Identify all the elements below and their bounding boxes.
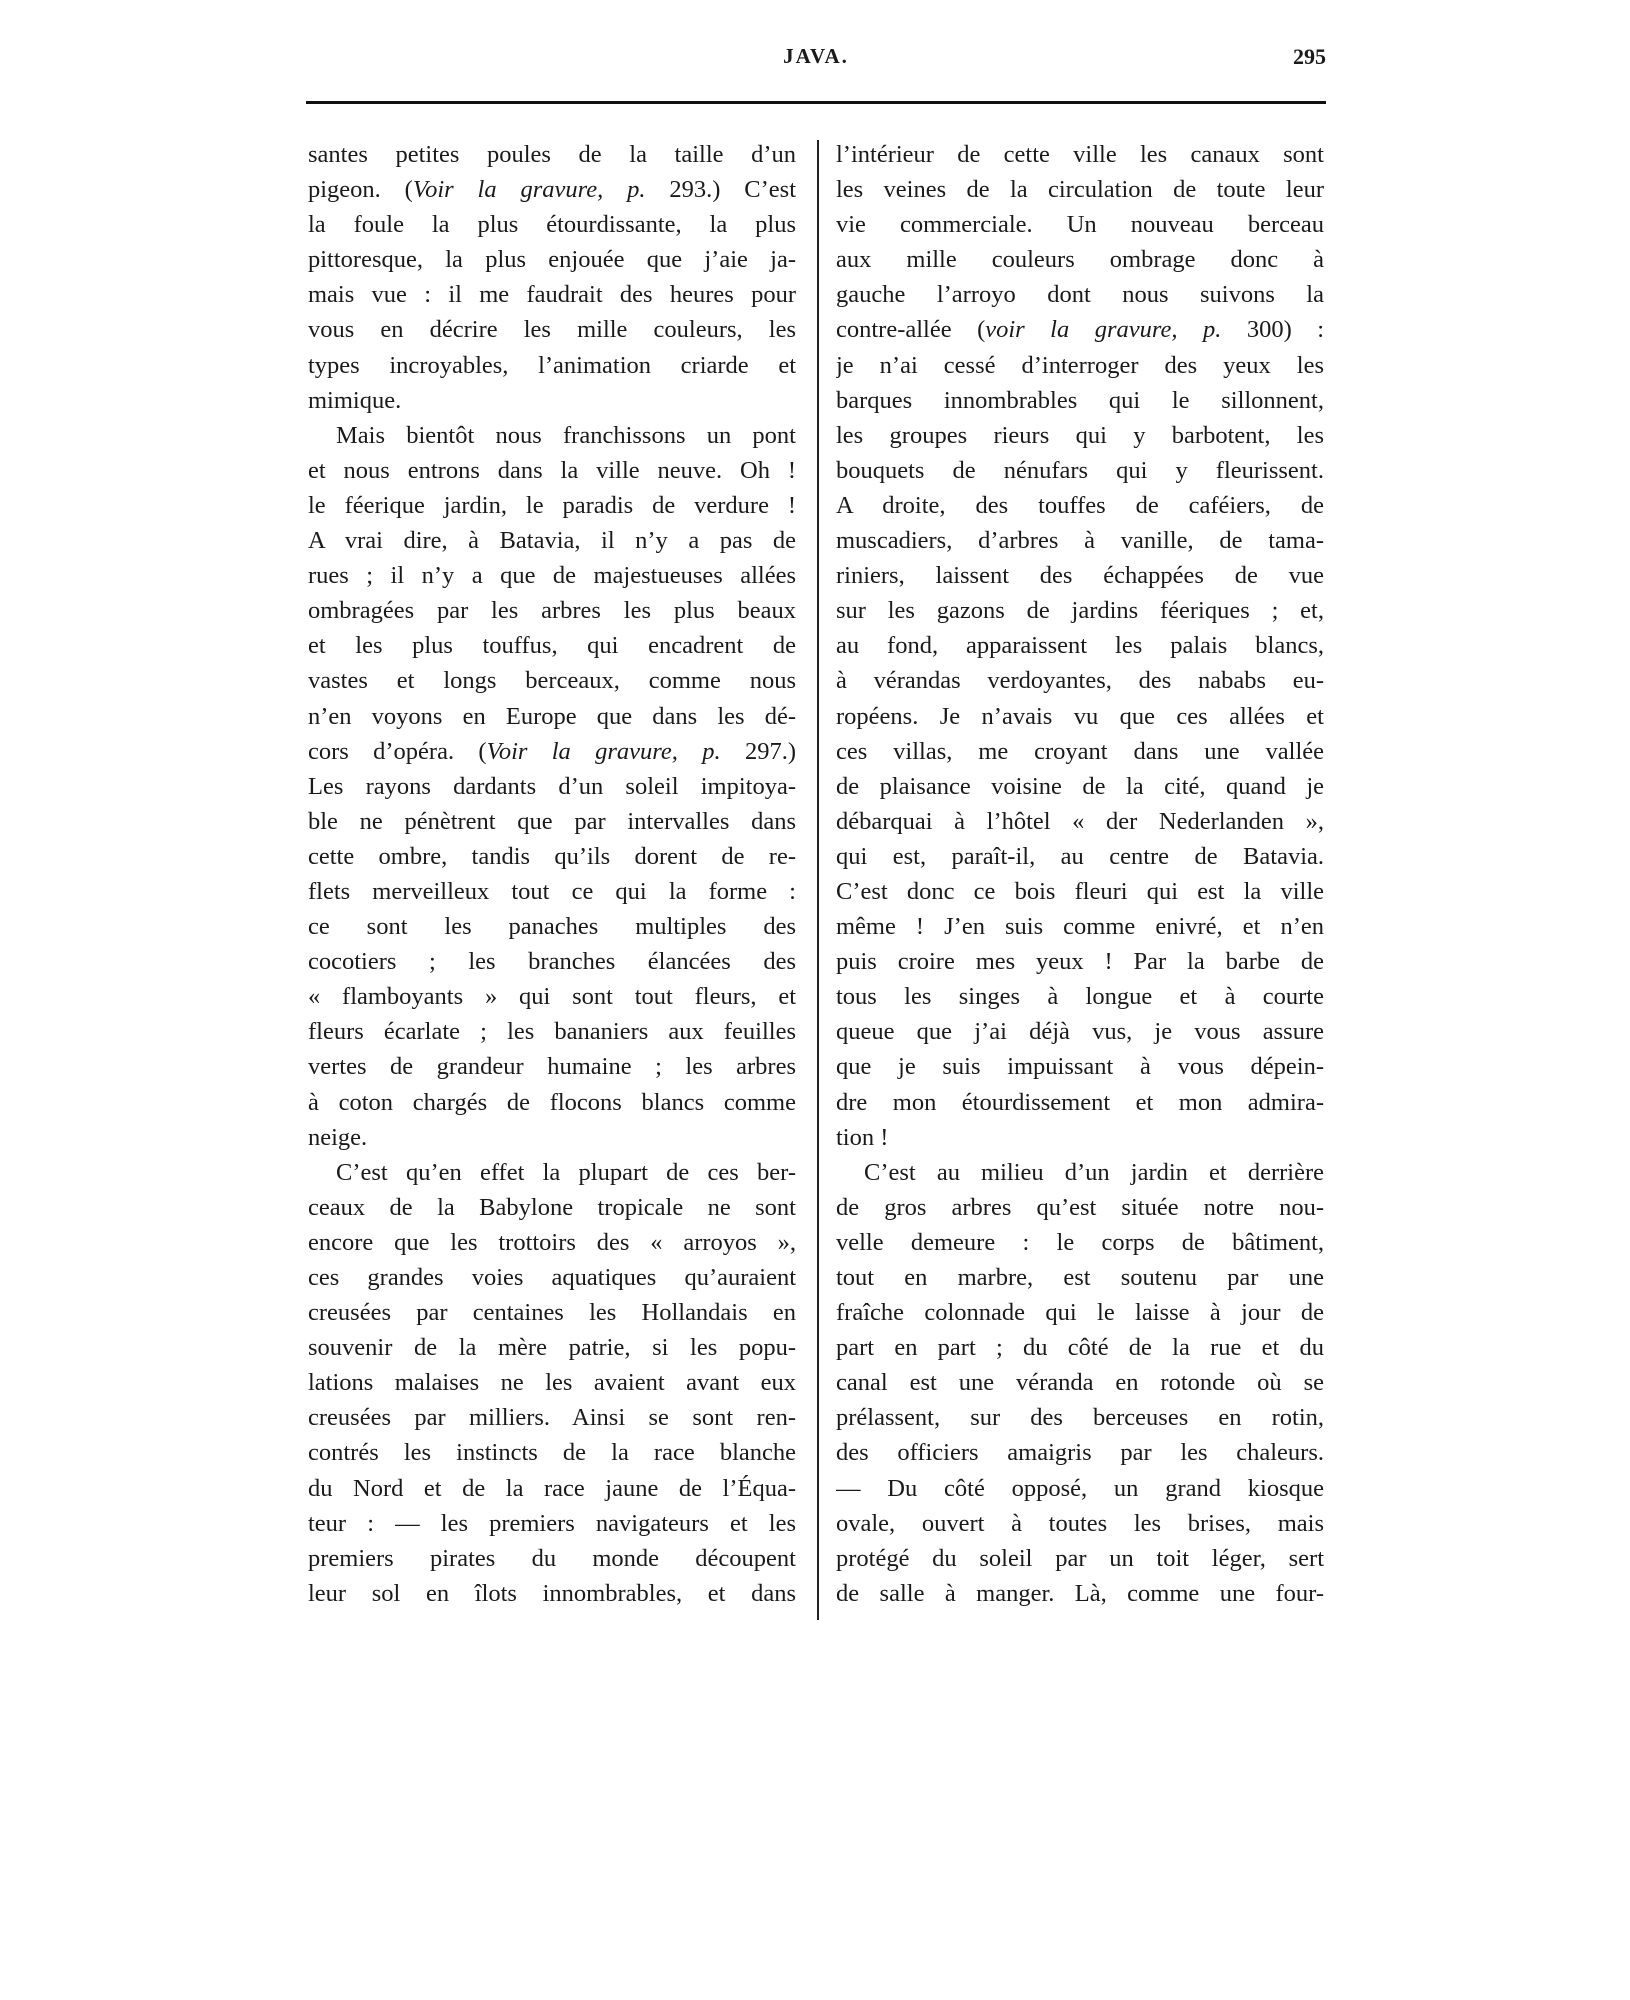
text-line: aux mille couleurs ombrage donc à [836,246,1324,274]
text-line: puis croire mes yeux ! Par la barbe de [836,948,1324,976]
text-line: mais vue : il me faudrait des heures pour [308,281,796,309]
text-line: creusées par centaines les Hollandais en [308,1299,796,1327]
text-line: encore que les trottoirs des « arroyos », [308,1228,796,1256]
text-line: santes petites poules de la taille d’un [308,141,796,168]
text-line: leur sol en îlots innombrables, et dans [308,1579,796,1607]
text-line: qui est, paraît-il, au centre de Batavia. [836,842,1324,870]
engraving-reference: Voir la gravure, p. [412,176,646,204]
text-line: à vérandas verdoyantes, des nababs eu- [836,667,1324,695]
text-line: vastes et longs berceaux, comme nous [308,667,796,695]
text-line: vous en décrire les mille couleurs, les [308,316,796,344]
text-line: tous les singes à longue et à courte [836,983,1324,1011]
text-line: C’est donc ce bois fleuri qui est la ville [836,877,1324,905]
column-divider [817,140,819,1620]
text-line: débarquai à l’hôtel « der Nederlanden », [836,807,1324,835]
text-line: dre mon étourdissement et mon admira- [836,1088,1324,1116]
text-line: du Nord et de la race jaune de l’Équa- [308,1474,796,1502]
text-line: neige. [308,1123,368,1151]
text-line: contrés les instincts de la race blanche [308,1439,796,1467]
text-line: le féerique jardin, le paradis de verdure ! [308,491,796,519]
text-line: à coton chargés de flocons blancs comme [308,1088,796,1116]
text-line: la foule la plus étourdissante, la plus [308,211,796,239]
text-line: velle demeure : le corps de bâtiment, [836,1228,1324,1256]
text-line: C’est au milieu d’un jardin et derrière [864,1158,1324,1186]
text-line: premiers pirates du monde découpent [308,1544,796,1572]
text-line: cette ombre, tandis qu’ils dorent de re- [308,842,796,870]
running-header [306,44,1326,74]
text-line: — Du côté opposé, un grand kiosque [836,1474,1324,1502]
text-line: les groupes rieurs qui y barbotent, les [836,421,1324,449]
text-line: pigeon. (Voir la gravure, p. 293.) C’est [308,176,796,204]
text-line: ce sont les panaches multiples des [308,913,796,941]
text-line: queue que j’ai déjà vus, je vous assure [836,1018,1324,1046]
text-line: les veines de la circulation de toute leur [836,176,1324,204]
text-line: teur : — les premiers navigateurs et les [308,1509,796,1537]
running-title: JAVA. [783,44,849,68]
text-line: types incroyables, l’animation criarde et [308,351,796,379]
text-line: protégé du soleil par un toit léger, sert [836,1544,1324,1572]
text-line: ovale, ouvert à toutes les brises, mais [836,1509,1324,1537]
text-line: sur les gazons de jardins féeriques ; et, [836,597,1324,625]
text-line: tout en marbre, est soutenu par une [836,1264,1324,1291]
text-line: ces villas, me croyant dans une vallée [836,737,1324,765]
left-column [308,137,796,1611]
text-line: et les plus touffus, qui encadrent de [308,632,796,660]
text-line: fleurs écarlate ; les bananiers aux feuilles [308,1018,796,1046]
text-line: part en part ; du côté de la rue et du [836,1334,1324,1362]
text-line: canal est une véranda en rotonde où se [836,1369,1324,1397]
text-line: ceaux de la Babylone tropicale ne sont [308,1193,796,1221]
text-line: de salle à manger. Là, comme une four- [836,1579,1324,1607]
text-line: barques innombrables qui le sillonnent, [836,386,1324,414]
text-line: de plaisance voisine de la cité, quand je [836,772,1324,800]
text-line: ble ne pénètrent que par intervalles dans [308,807,796,835]
text-line: cocotiers ; les branches élancées des [308,948,796,976]
text-line: ropéens. Je n’avais vu que ces allées et [836,702,1324,730]
text-line: C’est qu’en effet la plupart de ces ber- [336,1158,796,1186]
text-line: rues ; il n’y a que de majestueuses allées [308,562,796,590]
text-line: lations malaises ne les avaient avant eux [308,1369,796,1397]
engraving-reference: Voir la gravure, p. [486,737,721,765]
text-line: muscadiers, d’arbres à vanille, de tama- [836,527,1324,555]
engraving-reference: voir la gravure, p. [985,316,1222,344]
text-line: tion ! [836,1123,889,1151]
text-line: je n’ai cessé d’interroger des yeux les [836,351,1324,379]
text-line: bouquets de nénufars qui y fleurissent. [836,456,1324,484]
text-line: et nous entrons dans la ville neuve. Oh ! [308,456,796,484]
text-line: que je suis impuissant à vous dépein- [836,1053,1324,1081]
text-line: mimique. [308,386,402,414]
text-line: même ! J’en suis comme enivré, et n’en [836,913,1324,941]
text-line: prélassent, sur des berceuses en rotin, [836,1404,1324,1432]
text-line: gauche l’arroyo dont nous suivons la [836,281,1324,309]
text-line: Mais bientôt nous franchissons un pont [336,421,796,449]
text-line: des officiers amaigris par les chaleurs. [836,1439,1324,1467]
text-line: de gros arbres qu’est située notre nou- [836,1193,1324,1221]
text-line: pittoresque, la plus enjouée que j’aie ja- [308,246,796,274]
page-number: 295 [1293,44,1326,69]
text-line: au fond, apparaissent les palais blancs, [836,632,1324,660]
header-rule [306,101,1326,104]
text-line: cors d’opéra. (Voir la gravure, p. 297.) [308,737,796,765]
text-line: Les rayons dardants d’un soleil impitoya- [308,772,796,800]
text-line: riniers, laissent des échappées de vue [836,562,1324,590]
text-line: n’en voyons en Europe que dans les dé- [308,702,796,730]
text-line: A vrai dire, à Batavia, il n’y a pas de [308,527,796,555]
right-column [836,137,1324,1611]
text-line: contre-allée (voir la gravure, p. 300) : [836,316,1324,344]
text-line: souvenir de la mère patrie, si les popu- [308,1334,796,1362]
text-line: ombragées par les arbres les plus beaux [308,597,796,625]
text-line: fraîche colonnade qui le laisse à jour de [836,1299,1324,1327]
text-line: vie commerciale. Un nouveau berceau [836,211,1324,239]
text-line: vertes de grandeur humaine ; les arbres [308,1053,796,1081]
text-line: A droite, des touffes de caféiers, de [836,491,1324,519]
text-line: l’intérieur de cette ville les canaux sont [836,141,1324,168]
text-line: ces grandes voies aquatiques qu’auraient [308,1264,796,1291]
text-line: « flamboyants » qui sont tout fleurs, et [308,983,796,1011]
text-line: flets merveilleux tout ce qui la forme : [308,877,796,905]
text-line: creusées par milliers. Ainsi se sont ren- [308,1404,796,1432]
